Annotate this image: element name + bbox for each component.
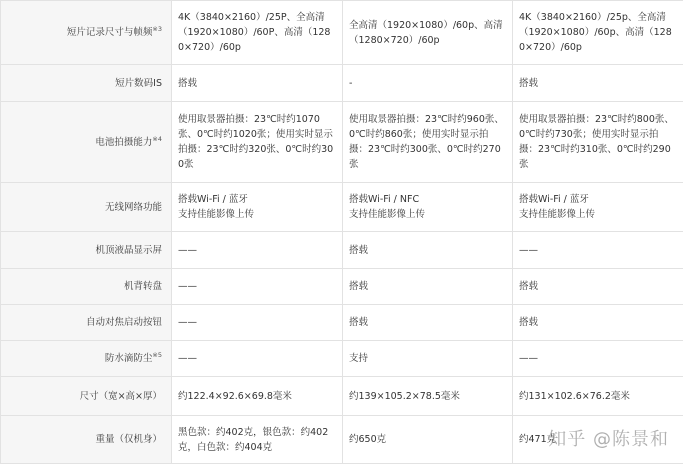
table-cell: 搭载Wi-Fi / 蓝牙 支持佳能影像上传 xyxy=(513,183,683,232)
table-cell: 约471克 xyxy=(513,416,683,464)
row-label: 机顶液晶显示屏 xyxy=(1,232,172,269)
table-cell: 约650克 xyxy=(343,416,513,464)
row-label: 自动对焦启动按钮 xyxy=(1,305,172,341)
table-cell: 搭载 xyxy=(513,305,683,341)
table-cell: —— xyxy=(172,305,343,341)
footnote-mark: ※5 xyxy=(152,351,162,359)
table-row xyxy=(1,377,683,416)
table-cell: 4K（3840×2160）/25p、全高清（1920×1080）/60p、高清（1280×720）/60p xyxy=(513,1,683,65)
table-row xyxy=(1,341,683,377)
row-label: 短片数码IS xyxy=(1,65,172,102)
table-cell: 搭载 xyxy=(513,65,683,102)
table-row xyxy=(1,1,683,65)
row-label: 无线网络功能 xyxy=(1,183,172,232)
table-cell: 搭载 xyxy=(343,232,513,269)
table-cell: 搭载 xyxy=(343,269,513,305)
table-row xyxy=(1,305,683,341)
footnote-mark: ※4 xyxy=(152,134,162,142)
watermark: 知乎 @陈景和 xyxy=(548,425,669,451)
table-cell: 约122.4×92.6×69.8毫米 xyxy=(172,377,343,416)
table-cell: —— xyxy=(513,232,683,269)
table-row xyxy=(1,269,683,305)
table-row xyxy=(1,232,683,269)
row-label: 尺寸（宽×高×厚） xyxy=(1,377,172,416)
table-row xyxy=(1,183,683,232)
table-cell: 使用取景器拍摄：23℃时约960张、0℃时约860张；使用实时显示拍摄：23℃时约300张、0℃时约270张 xyxy=(343,102,513,183)
table-cell: 约131×102.6×76.2毫米 xyxy=(513,377,683,416)
table-cell: 搭载Wi-Fi / 蓝牙 支持佳能影像上传 xyxy=(172,183,343,232)
table-cell: 全高清（1920×1080）/60p、高清（1280×720）/60p xyxy=(343,1,513,65)
table-cell: 使用取景器拍摄：23℃时约800张、0℃时约730张；使用实时显示拍摄：23℃时约310张、0℃时约290张 xyxy=(513,102,683,183)
table-cell: 搭载Wi-Fi / NFC 支持佳能影像上传 xyxy=(343,183,513,232)
table-cell: - xyxy=(343,65,513,102)
table-cell: 支持 xyxy=(343,341,513,377)
row-label: 短片记录尺寸与帧频$^{※3}$ xyxy=(1,1,172,65)
table-cell: 搭载 xyxy=(172,65,343,102)
table-row xyxy=(1,65,683,102)
table-cell: 搭载 xyxy=(343,305,513,341)
table-cell: —— xyxy=(172,341,343,377)
table-cell: 黑色款：约402克，银色款：约402克，白色款：约404克 xyxy=(172,416,343,464)
table-cell: 约139×105.2×78.5毫米 xyxy=(343,377,513,416)
table-cell: —— xyxy=(172,269,343,305)
table-cell: 使用取景器拍摄：23℃时约1070张、0℃时约1020张；使用实时显示拍摄：23℃时约320张、0℃时约300张 xyxy=(172,102,343,183)
table-cell: 搭载 xyxy=(513,269,683,305)
row-label: 机背转盘 xyxy=(1,269,172,305)
row-label: 重量（仅机身） xyxy=(1,416,172,464)
table-cell: —— xyxy=(172,232,343,269)
row-label: 防水滴防尘$^{※5}$ xyxy=(1,341,172,377)
table-cell: 4K（3840×2160）/25P、全高清（1920×1080）/60P、高清（1280×720）/60p xyxy=(172,1,343,65)
footnote-mark: ※3 xyxy=(152,25,162,33)
table-cell: —— xyxy=(513,341,683,377)
table-row xyxy=(1,102,683,183)
row-label: 电池拍摄能力$^{※4}$ xyxy=(1,102,172,183)
